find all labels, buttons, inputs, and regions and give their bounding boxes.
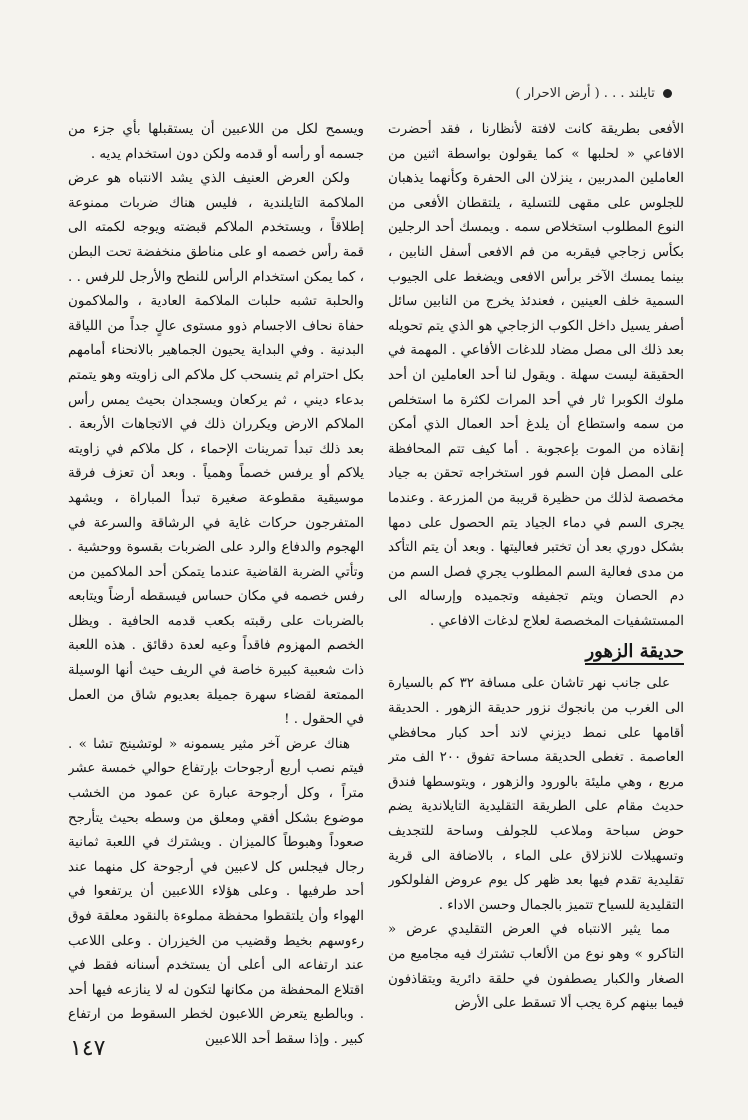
paragraph: مما يثير الانتباه في العرض التقليدي عرض « التاكرو » وهو نوع من الألعاب تشترك فيه مجاميع من الصغار والكبار يصطفون في حلقة دائرية ويتقاذفون فيما بينهم كرة يجب ألا تسقط على الأرض: [388, 922, 684, 1012]
paragraph: ولكن العرض العنيف الذي يشد الانتباه هو عرض الملاكمة التايلندية ، فليس هناك ضربات ممنوعة إطلاقاً ، ويستخدم الملاكم قبضته ويوجه لكمته الى قمة رأس خصمه او على مناطق منخفضة تحت البطن ، كما يمكن استخدام الرأس للنطح والأرجل للرفس . . والحلبة تشبه حلبات الملاكمة العادية ، والملاكمون حفاة نحاف الاجسام ذوو مستوى عالٍ جداً من اللياقة البدنية . وفي البداية يحيون الجماهير بالانحناء أمامهم بكل احترام ثم ينسحب كل ملاكم الى زاويته وهو يتمتم بدعاء ديني ، ثم يركعان ويسجدان بحيث يمس رأس الملاكم الارض ويكرران ذلك في الاتجاهات الأربعة . بعد ذلك تبدأ تمرينات الإحماء ، كل ملاكم في زاويته يلاكم أو يرفس خصماً وهمياً . وبعد أن تعزف فرقة موسيقية مقطوعة صغيرة تبدأ المباراة ، ويشهد المتفرجون حركات غاية في الرشاقة والسرعة في الهجوم والدفاع والرد على الضربات بقسوة ووحشية . وتأتي الضربة القاضية عندما يتمكن أحد الملاكمين من رفس خصمه في مكان حساس فيسقطه أرضاً ويتابعه بالضربات على رقبته بكعب قدمه الحافية . ويظل الخصم المهزوم فاقداً وعيه لعدة دقائق . هذه اللعبة ذات شعبية كبيرة خاصة في الريف حيث أنها الوسيلة الممتعة لقضاء سهرة جميلة بعديوم شاق من العمل في الحقول . !: [68, 171, 364, 728]
paragraph: هناك عرض آخر مثير يسمونه « لوتشينج تشا » . فيتم نصب أربع أرجوحات بإرتفاع حوالي خمسة عشر متراً ، وكل أرجوحة عبارة عن عمود من الخشب موضوع بشكل أفقي ومعلق من وسطه بحيث يتأرجح صعوداً وهبوطاً كالميزان . ويشترك في اللعبة ثمانية رجال فيجلس كل لاعبين في أرجوحة كل منهما عند أحد طرفيها . وعلى هؤلاء اللاعبين أن يرتفعوا في الهواء وأن يلتقطوا محفظة مملوءة بالنقود معلقة فوق رءوسهم بخيط وقضيب من الخيزران . وعلى اللاعب عند ارتفاعه الى أعلى أن يستخدم أسنانه فقط في اقتلاع المحفظة من مكانها لتكون له لا ينازعه فيها أحد . وبالطبع يتعرض اللاعبون لخطر السقوط من ارتفاع كبير . وإذا سقط أحد اللاعبين: [68, 736, 364, 1047]
section-heading: [388, 638, 684, 666]
section-heading-text: حديقة الزهور: [585, 641, 684, 665]
paragraph: الأفعى بطريقة كانت لافتة لأنظارنا ، فقد أحضرت الافاعي « لحلبها » كما يقولون بواسطة اثنين من العاملين المدربين ، ينزلان الى الحفرة وكأنهما يذهبان للجلوس على مقهى للتسلية ، يلتقطان الأفعى من النوع المطلوب استخلاص سمه . ويمسك أحد الرجلين بكأس زجاجي فيقربه من فم الافعى أسفل النابين ، بينما يمسك الآخر برأس الافعى ويضغط على الجيوب السمية خلف العينين ، فعندئذ يخرج من النابين سائل أصفر يسيل داخل الكوب الزجاجي هو الذي يتم تحويله بعد ذلك الى مصل مضاد للدغات الأفاعي . المهمة في الحقيقة ليست سهلة . ويقول لنا أحد العاملين ان أحد ملوك الكوبرا ثار في أحد المرات لكثرة ما استخلص من سمه واستطاع أن يلدغ أحد العمال الذي أمكن إنقاذه من الموت بإعجوبة . أما كيف تتم المحافظة على المصل فإن السم فور استخراجه تحقن به جياد مخصصة لذلك من حظيرة قريبة من المزرعة . وعندما يجرى السم في دماء الجياد يتم الحصول على دمها بشكل دوري بعد أن تختبر فعاليتها . وبعد أن يتم التأكد من مدى فعالية السم المطلوب يجري فصل السم من دم الحصان ويتم تجفيفه وتجميده وإرساله الى المستشفيات المخصصة لعلاج لدغات الافاعي .: [388, 122, 684, 629]
page-number: ١٤٧: [70, 1036, 106, 1061]
running-head-text: تايلند . . . ( أرض الاحرار ): [515, 86, 655, 101]
running-head: [515, 86, 672, 101]
paragraph: على جانب نهر تاشان على مسافة ٣٢ كم بالسيارة الى الغرب من بانجوك نزور حديقة الزهور . الحديقة أقامها على نمط ديزني لاند أحد كبار محافظي العاصمة . تغطى الحديقة مساحة تفوق ٢٠٠ الف متر مربع ، وهي مليئة بالورود والزهور ، ويتوسطها فندق حديث مقام على الطريقة التقليدية التايلاندية يضم حوض سباحة وملاعب للجولف وساحة للتجديف وتسهيلات للانزلاق على الماء ، بالاضافة الى قرية تقليدية تقدم فيها بعد ظهر كل يوم عروض الفلولكور التقليدية للسياح تتميز بالجمال وحسن الاداء .: [388, 676, 684, 913]
right-column: [388, 118, 684, 1048]
bullet-icon: [663, 89, 672, 98]
paragraph: ويسمح لكل من اللاعبين أن يستقبلها بأي جزء من جسمه أو رأسه أو قدمه ولكن دون استخدام يديه .: [68, 122, 364, 162]
left-column: [68, 118, 364, 1048]
